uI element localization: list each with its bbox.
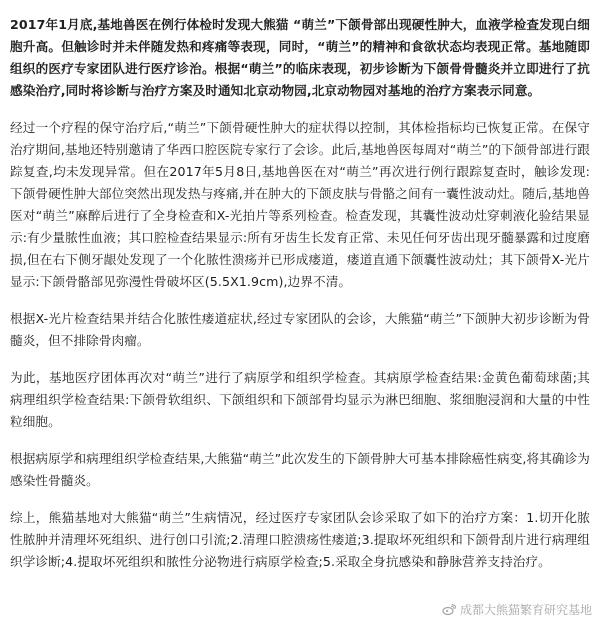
weibo-icon	[442, 603, 456, 617]
article-paragraph: 根据病原学和病理组织学检查结果,大熊猫“萌兰”此次发生的下颌骨肿大可基本排除癌性病变,将其确诊为感染性骨髓炎。	[10, 451, 590, 488]
watermark-text: 成都大熊猫繁育研究基地	[459, 603, 592, 617]
article-paragraph: 2017年1月底,基地兽医在例行体检时发现大熊猫 “萌兰”下颌骨部出现硬性肿大，血液学检查发现白细胞升高。但触诊时并未伴随发热和疼痛等表现，同时，“萌兰”的精神和食欲状态均表现正常。基地随即组织的医疗专家团队进行医疗诊治。根据“萌兰”的临床表现，初步诊断为下颌骨骨髓炎并立即进行了抗感染治疗,同时将诊断与治疗方案及时通知北京动物园,北京动物园对基地的治疗方案表示同意。	[10, 17, 590, 98]
article-paragraph: 经过一个疗程的保守治疗后,“萌兰”下颌骨硬性肿大的症状得以控制，其体检指标均已恢复正常。在保守治疗期间,基地还特别邀请了华西口腔医院专家行了会诊。此后,基地兽医每周对“萌兰”的下颌骨部进行跟踪复查,均未发现异常。但在2017年5月8日,基地兽医在对“萌兰”再次进行例行跟踪复查时，触诊发现:下颌骨硬性肿大部位突然出现发热与疼痛,并在肿大的下颌皮肤与骨骼之间有一囊性波动灶。随后,基地兽医对“萌兰”麻醉后进行了全身检查和X-光拍片等系列检查。检查发现，其囊性波动灶穿刺液化验结果显示:有少量脓性血液；其口腔检查结果显示:所有牙齿生长发育正常、未见任何牙齿出现牙髓暴露和过度磨损,但在右下侧牙龈处发现了一个化脓性溃疡并已形成瘘道，瘘道直通下颌囊性波动灶；其下颌骨X-光片显示:下颌骨骼部见弥漫性骨破坏区(5.5X1.9cm),边界不清。	[10, 120, 590, 289]
article-paragraph: 综上，熊猫基地对大熊猫“萌兰”生病情况，经过医疗专家团队会诊采取了如下的治疗方案：1.切开化脓性脓肿并清理坏死组织、进行创口引流;2.清理口腔溃疡性瘘道;3.提取坏死组织和下颌骨刮片进行病理组织学诊断;4.提取坏死组织和脓性分泌物进行病原学检查;5.采取全身抗感染和静脉营养支持治疗。	[10, 510, 590, 569]
article-paragraph: 为此，基地医疗团体再次对“萌兰”进行了病原学和组织学检查。其病原学检查结果:金黄色葡萄球菌;其病理组织学检查结果:下颌骨软组织、下颌组织和下颌部骨均显示为淋巴细胞、浆细胞浸润和大量的中性粒细胞。	[10, 370, 591, 429]
weibo-watermark	[442, 603, 592, 617]
article-paragraph: 根据X-光片检查结果并结合化脓性瘘道症状,经过专家团队的会诊，大熊猫“萌兰”下颌肿大初步诊断为骨髓炎，但不排除骨肉瘤。	[10, 311, 590, 348]
top-cropped-text	[10, 0, 590, 3]
article-content	[10, 14, 590, 588]
